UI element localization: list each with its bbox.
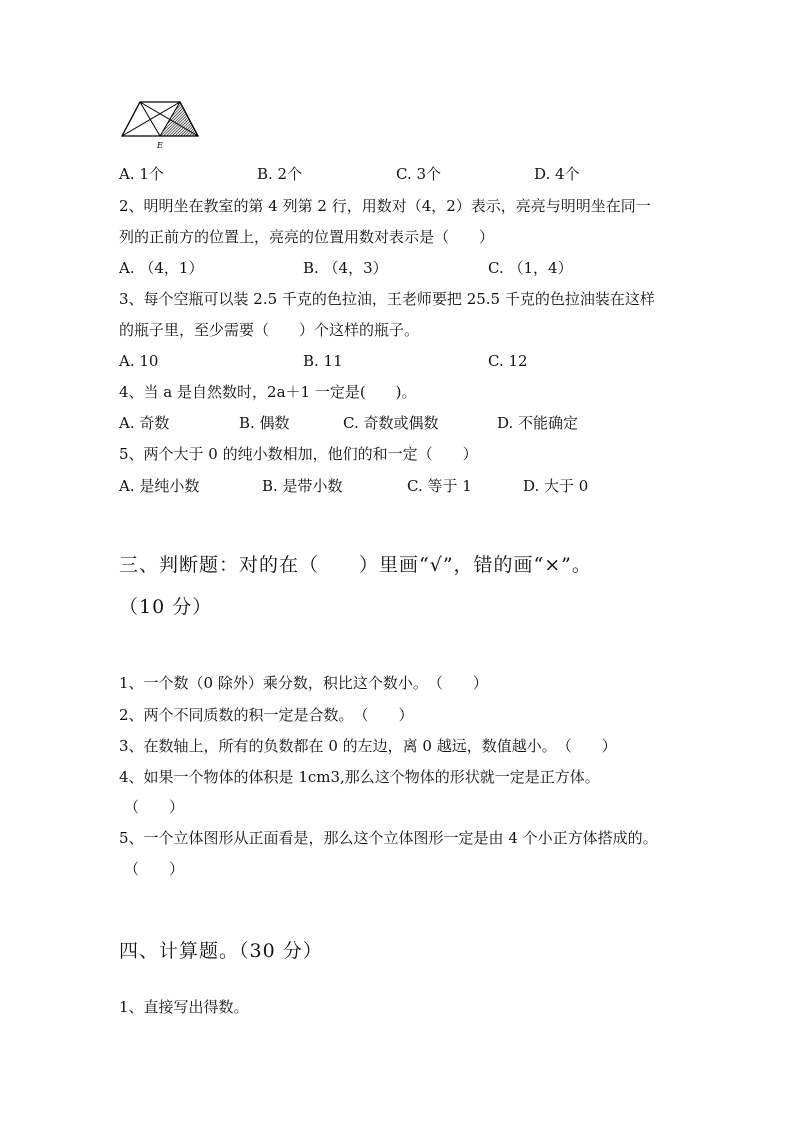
- q2-option-b: B. （4，3）: [303, 259, 388, 277]
- q4-option-d: D. 不能确定: [497, 414, 579, 432]
- q5-option-c: C. 等于 1: [407, 477, 472, 495]
- q5-option-a: A. 是纯小数: [119, 477, 200, 495]
- q4-option-b: B. 偶数: [239, 414, 290, 432]
- q2-option-a: A. （4，1）: [119, 259, 204, 277]
- q4-option-a: A. 奇数: [119, 414, 170, 432]
- q5-option-b: B. 是带小数: [262, 477, 343, 495]
- section3-title: 三、判断题：对的在（ ）里画“√”，错的画“×”。: [119, 554, 592, 576]
- trapezoid-figure: [120, 100, 204, 152]
- q2-text-line1: 2、明明坐在教室的第 4 列第 2 行，用数对（4，2）表示，亮亮与明明坐在同一: [119, 197, 651, 215]
- section3-score: （10 分）: [119, 596, 213, 618]
- section3-item-3: 3、在数轴上，所有的负数都在 0 的左边，离 0 越远，数值越小。 （ ）: [119, 737, 617, 755]
- q3-option-c: C. 12: [488, 352, 528, 370]
- section4-item-1: 1、直接写出得数。: [119, 998, 249, 1016]
- section3-item-4: 4、如果一个物体的体积是 1cm3,那么这个物体的形状就一定是正方体。: [119, 768, 600, 786]
- q3-option-a: A. 10: [119, 352, 159, 370]
- q5-text-line1: 5、两个大于 0 的纯小数相加，他们的和一定（ ）: [119, 445, 478, 463]
- section3-item-2: 2、两个不同质数的积一定是合数。 （ ）: [119, 706, 414, 724]
- q3-option-b: B. 11: [303, 352, 343, 370]
- q1-option-d: D. 4个: [534, 165, 580, 183]
- section3-item-1: 1、一个数（0 除外）乘分数，积比这个数小。 （ ）: [119, 674, 488, 692]
- section3-item-5: 5、一个立体图形从正面看是，那么这个立体图形一定是由 4 个小正方体搭成的。: [119, 829, 658, 847]
- section3-item-5-blank: （ ）: [124, 860, 185, 878]
- trapezoid-shape: [122, 102, 198, 136]
- q1-option-a: A. 1个: [119, 165, 164, 183]
- q2-option-c: C. （1，4）: [488, 259, 573, 277]
- figure-label-e: E: [157, 141, 163, 150]
- q3-text-line1: 3、每个空瓶可以装 2.5 千克的色拉油，王老师要把 25.5 千克的色拉油装在这样: [119, 290, 655, 308]
- q4-option-c: C. 奇数或偶数: [343, 414, 439, 432]
- q1-option-b: B. 2个: [257, 165, 303, 183]
- section3-item-4-blank: （ ）: [124, 798, 185, 816]
- q1-option-c: C. 3个: [396, 165, 442, 183]
- q2-text-line2: 列的正前方的位置上，亮亮的位置用数对表示是（ ）: [119, 228, 495, 246]
- q4-text-line1: 4、当 a 是自然数时，2a＋1 一定是( )。: [119, 383, 417, 401]
- section4-title: 四、计算题。（30 分）: [119, 940, 323, 962]
- q3-text-line2: 的瓶子里，至少需要（ ）个这样的瓶子。: [119, 321, 420, 339]
- q5-option-d: D. 大于 0: [523, 477, 589, 495]
